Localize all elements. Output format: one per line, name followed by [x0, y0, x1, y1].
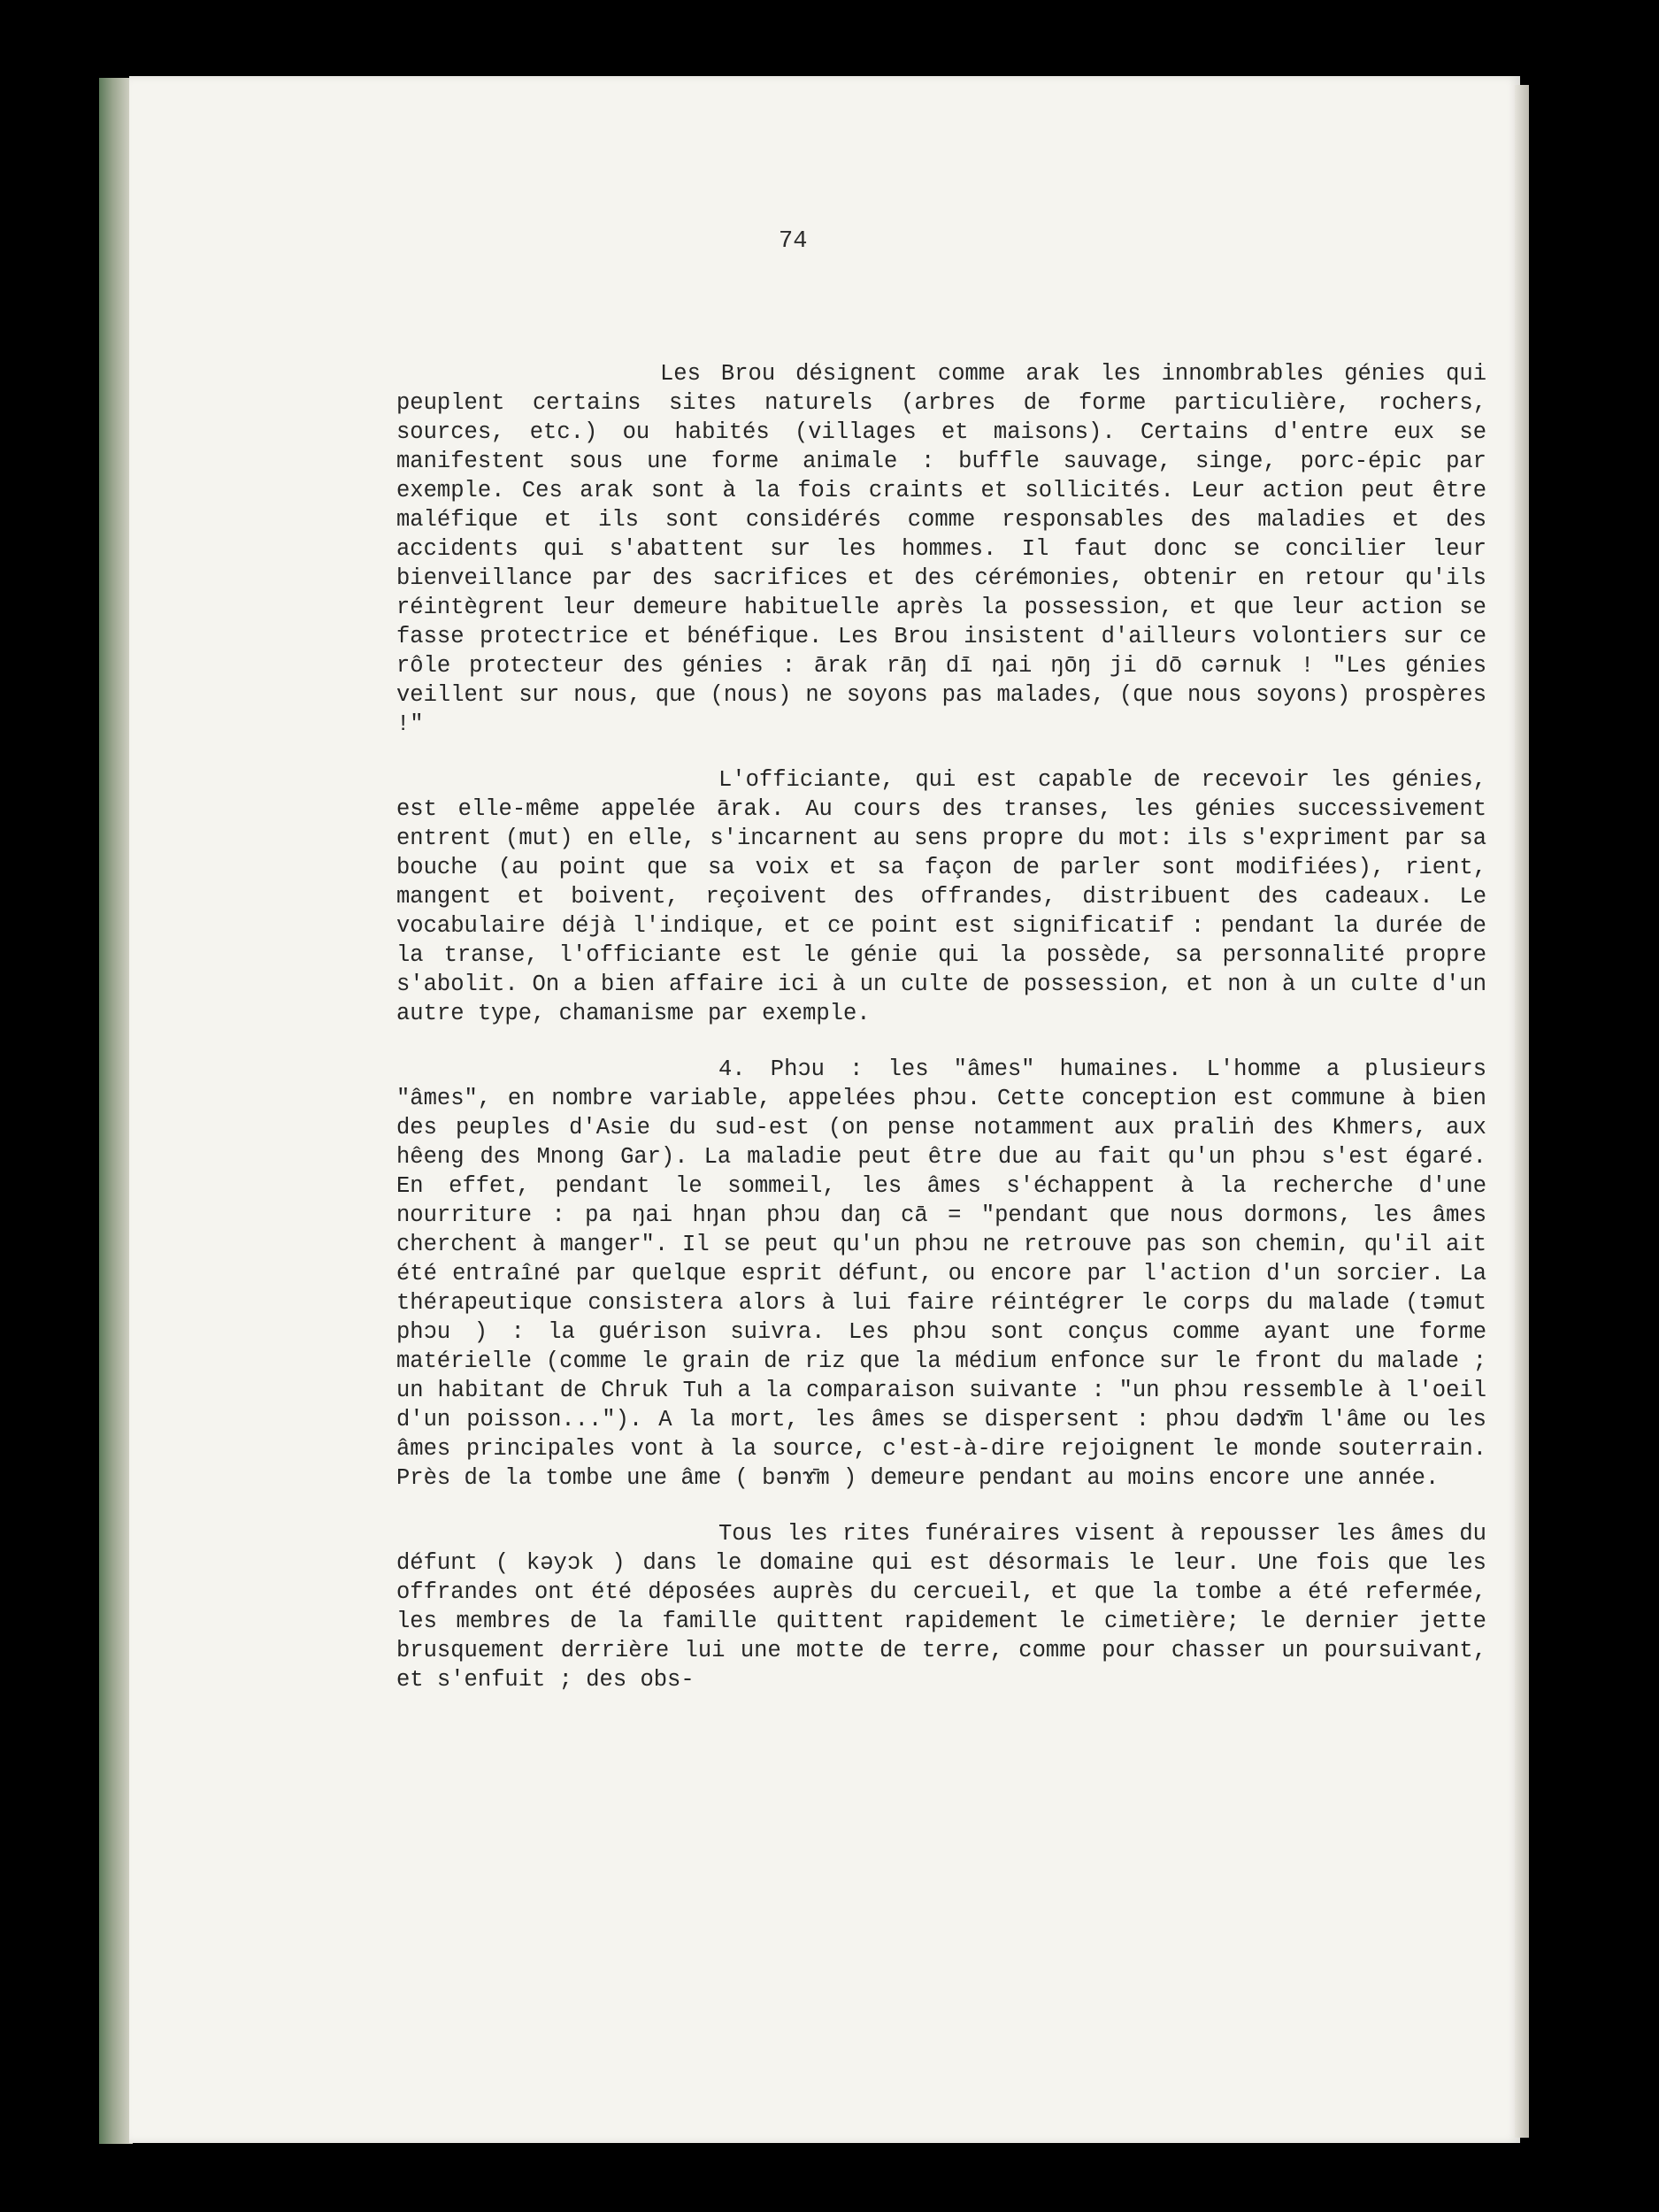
paragraph-officiante: L'officiante, qui est capable de recevoir les génies, est elle-même appelée ārak. Au cours des transes, les génies successivement entrent (mut) en elle, s'incarnent au sens propre du mot: ils s'expriment par sa bouche (au point que sa voix et sa façon de parler sont modifiées), rient, mangent et boivent, reçoivent des offrandes, distribuent des cadeaux. Le vocabulaire déjà l'indique, et ce point est significatif : pendant la durée de la transe, l'officiante est le génie qui la possède, sa personnalité propre s'abolit. On a bien affaire ici à un culte de possession, et non à un culte d'un autre type, chamanisme par exemple.	[396, 767, 1486, 1026]
paragraph-rites-funeraires: Tous les rites funéraires visent à repousser les âmes du défunt ( kəyɔk ) dans le domaine qui est désormais le leur. Une fois que les offrandes ont été déposées auprès du cercueil, et que la tombe a été refermée, les membres de la famille quittent rapidement le cimetière; le dernier jette brusquement derrière lui une motte de terre, comme pour chasser un poursuivant, et s'enfuit ; des obs-	[396, 1521, 1486, 1693]
paragraph-phou-ames: 4. Phɔu : les "âmes" humaines. L'homme a plusieurs "âmes", en nombre variable, appelées phɔu. Cette conception est commune à bien des peuples d'Asie du sud-est (on pense notamment aux praliṅ des Khmers, aux hêeng des Mnong Gar). La maladie peut être due au fait qu'un phɔu s'est égaré. En effet, pendant le sommeil, les âmes s'échappent à la recherche d'une nourriture : pa ŋai hŋan phɔu daŋ cā = "pendant que nous dormons, les âmes cherchent à manger". Il se peut qu'un phɔu ne retrouve pas son chemin, qu'il ait été entraîné par quelque esprit défunt, ou encore par l'action d'un sorcier. La thérapeutique consistera alors à lui faire réintégrer le corps du malade (təmut phɔu ) : la guérison suivra. Les phɔu sont conçus comme ayant une forme matérielle (comme le grain de riz que la médium enfonce sur le front du malade ; un habitant de Chruk Tuh a la comparaison suivante : "un phɔu ressemble à l'oeil d'un poisson..."). A la mort, les âmes se dispersent : phɔu dədɤ̄m l'âme ou les âmes principales vont à la source, c'est-à-dire rejoignent le monde souterrain. Près de la tombe une âme ( bənɤ̄m ) demeure pendant au moins encore une année.	[396, 1056, 1486, 1491]
paragraph-arak-genies: Les Brou désignent comme arak les innombrables génies qui peuplent certains sites naturels (arbres de forme particulière, rochers, sources, etc.) ou habités (villages et maisons). Certains d'entre eux se manifestent sous une forme animale : buffle sauvage, singe, porc-épic par exemple. Ces arak sont à la fois craints et sollicités. Leur action peut être maléfique et ils sont considérés comme responsables des maladies et des accidents qui s'abattent sur les hommes. Il faut donc se concilier leur bienveillance par des sacrifices et des cérémonies, obtenir en retour qu'ils réintègrent leur demeure habituelle après la possession, et que leur action se fasse protectrice et bénéfique. Les Brou insistent d'ailleurs volontiers sur ce rôle protecteur des génies : ārak rāŋ dī ŋai ŋōŋ ji dō cərnuk ! "Les génies veillent sur nous, que (nous) ne soyons pas malades, (que nous soyons) prospères !"	[396, 361, 1486, 737]
page-number: 74	[779, 228, 808, 255]
book-spine-edge	[99, 78, 133, 2144]
page-stack-edge	[1515, 85, 1529, 2138]
body-text	[396, 359, 1486, 1721]
